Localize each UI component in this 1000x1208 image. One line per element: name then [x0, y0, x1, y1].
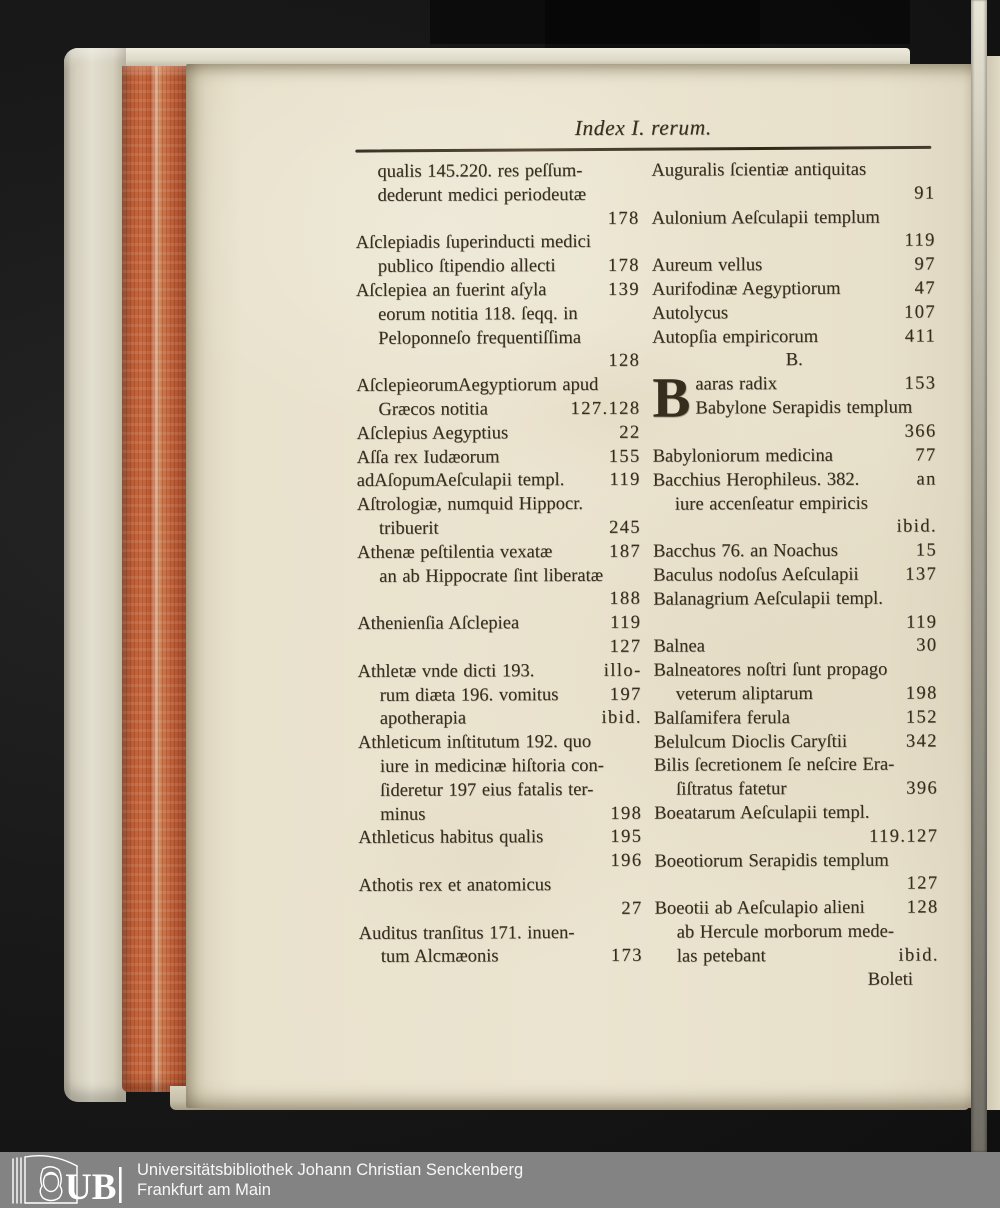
entry-page-number: 127 — [906, 873, 939, 894]
entry-text: Boeatarum Aeſculapii templ. — [654, 802, 870, 824]
entry-page-number: 47 — [914, 278, 936, 299]
entry-page-number: 137 — [905, 564, 938, 585]
index-entry-line — [355, 160, 639, 185]
index-entry-line — [652, 301, 936, 326]
index-entry-line — [356, 279, 640, 304]
index-entry-line — [654, 825, 938, 850]
index-entry-line — [356, 326, 640, 351]
index-entry-line — [653, 587, 937, 612]
entry-text: Athotis rex et anatomicus — [358, 875, 552, 896]
index-entry-line — [356, 350, 640, 375]
entry-text: ſiſtratus fatetur — [676, 779, 787, 800]
entry-page-number: 411 — [904, 326, 937, 347]
entry-text: eorum notitia 118. ſeqq. in — [378, 303, 578, 325]
entry-page-number: 188 — [609, 589, 642, 610]
index-entry-line — [653, 421, 937, 446]
index-entry-line — [654, 801, 938, 826]
index-entry-line — [652, 254, 936, 279]
entry-text: ſideretur 197 eius fatalis ter- — [380, 779, 594, 801]
entry-page-number: ibid. — [601, 708, 642, 729]
entry-text: tum Alcmæonis — [380, 946, 499, 968]
entry-text: Balſamifera ferula — [653, 707, 790, 729]
header-rule — [355, 146, 931, 153]
entry-text: an ab Hippocrate ſint liberatæ — [379, 565, 604, 587]
index-entry-line — [653, 611, 937, 636]
index-entry-line — [357, 445, 641, 470]
entry-page-number: 245 — [608, 517, 642, 538]
index-entry-line — [651, 182, 935, 207]
entry-page-number: 128 — [608, 351, 641, 372]
entry-text: Aſtrologiæ, numquid Hippocr. — [356, 494, 583, 516]
entry-text: Babyloniorum medicina — [652, 445, 834, 467]
index-entry-line — [358, 755, 642, 780]
entry-text: Auditus tranſitus 171. inuen- — [358, 922, 575, 944]
library-banner — [0, 1152, 1000, 1208]
index-entry-line — [653, 635, 937, 660]
index-entry-line — [357, 422, 641, 447]
entry-text: Belulcum Dioclis Caryſtii — [653, 731, 848, 753]
catchword: Boleti — [867, 969, 914, 990]
index-entry-line — [358, 707, 642, 732]
entry-text: Aurifodinæ Aegyptiorum — [651, 278, 841, 300]
ub-logo-text: UB — [65, 1167, 117, 1206]
index-entry-line — [654, 706, 938, 731]
entry-page-number: 30 — [916, 635, 938, 656]
index-entry-line — [654, 778, 938, 803]
index-entry-line — [654, 682, 938, 707]
entry-page-number: 153 — [904, 373, 937, 394]
entry-page-number: ibid. — [896, 516, 938, 537]
entry-page-number: 195 — [610, 827, 643, 848]
index-entry-line — [357, 588, 641, 613]
entry-page-number: 342 — [905, 730, 938, 752]
entry-page-number: ibid. — [898, 945, 939, 966]
index-entry-line — [357, 540, 641, 565]
index-entry-line — [652, 349, 936, 374]
index-entry-line — [356, 374, 640, 399]
entry-page-number: 396 — [906, 778, 939, 799]
index-entry-line — [358, 778, 642, 803]
entry-text: aaras radix — [695, 374, 778, 395]
index-entry-line — [655, 944, 939, 969]
index-entry-line — [356, 231, 640, 256]
entry-page-number: 119 — [906, 611, 938, 633]
index-entry-line — [655, 968, 939, 993]
index-entry-line — [355, 184, 639, 209]
entry-text: Aſſa rex Iudæorum — [356, 446, 500, 468]
entry-page-number: 198 — [610, 803, 643, 824]
index-entry-line — [652, 277, 936, 302]
entry-text: dederunt medici periodeutæ — [377, 184, 587, 206]
banner-text — [137, 1160, 523, 1200]
entry-text: iure in medicinæ hiſtoria con- — [379, 755, 604, 777]
index-entry-line — [652, 230, 936, 255]
entry-text: Bacchius Herophileus. 382. — [652, 469, 860, 491]
index-columns — [355, 158, 939, 994]
entry-page-number: 91 — [914, 183, 936, 204]
index-entry-line — [356, 303, 640, 328]
index-entry-line — [653, 444, 937, 469]
index-column-left — [355, 160, 643, 995]
index-entry-line — [652, 206, 936, 231]
entry-text: veterum aliptarum — [675, 683, 813, 705]
entry-page-number: 119 — [609, 470, 641, 491]
index-entry-line — [653, 492, 937, 517]
entry-page-number: 197 — [609, 684, 642, 705]
index-entry-line — [652, 325, 936, 350]
entry-page-number: 198 — [905, 683, 938, 704]
index-entry-line — [655, 897, 939, 922]
entry-text: Græcos notitia — [378, 399, 488, 420]
entry-page-number: 127 — [609, 636, 642, 657]
entry-page-number: 178 — [607, 255, 640, 277]
entry-page-number: 196 — [610, 850, 643, 871]
entry-page-number: 152 — [905, 707, 938, 728]
index-entry-line — [654, 659, 938, 684]
index-entry-line — [358, 802, 642, 827]
index-entry-line — [653, 468, 937, 493]
entry-text: Auguralis ſcientiæ antiquitas — [651, 159, 867, 181]
index-entry-line — [653, 540, 937, 565]
entry-page-number: 366 — [904, 421, 937, 442]
entry-page-number: 97 — [914, 254, 936, 275]
entry-page-number: illo- — [603, 660, 642, 681]
entry-text: Athenienſia Aſclepiea — [357, 613, 520, 635]
entry-text: rum diæta 196. vomitus — [379, 684, 559, 706]
index-entry-line — [358, 683, 642, 708]
entry-text: AſclepieorumAegyptiorum apud — [356, 375, 599, 397]
entry-page-number: 119 — [904, 230, 936, 251]
entry-text: Athleticum inſtitutum 192. quo — [357, 732, 592, 754]
index-entry-line — [654, 730, 938, 755]
index-entry-line — [356, 255, 640, 280]
entry-page-number: 173 — [610, 946, 643, 967]
entry-page-number: 15 — [915, 540, 938, 561]
index-entry-line — [653, 516, 937, 541]
entry-text: tribuerit — [378, 518, 439, 539]
index-entry-line — [655, 920, 939, 945]
entry-text: Athletæ vnde dicti 193. — [357, 660, 535, 682]
index-entry-line — [654, 754, 938, 779]
index-entry-line — [357, 636, 641, 661]
index-entry-line — [356, 398, 640, 423]
book-page — [186, 64, 976, 1108]
entry-text: qualis 145.220. res peſſum- — [377, 160, 583, 182]
entry-text: Autopſia empiricorum — [652, 326, 819, 348]
entry-text: publico ſtipendio allecti — [377, 256, 556, 278]
index-entry-line — [695, 396, 936, 421]
dropcap-block — [652, 366, 937, 430]
entry-page-number: 77 — [915, 445, 937, 466]
entry-text: iure accenſeatur empiricis — [674, 493, 868, 515]
book-fore-edge-red — [122, 66, 190, 1092]
entry-text: Athleticus habitus qualis — [358, 827, 544, 849]
entry-page-number: 139 — [607, 279, 641, 300]
printed-content — [184, 62, 978, 995]
facing-page-sliver — [987, 56, 1000, 1110]
entry-text: Baculus nodoſus Aeſculapii — [653, 564, 859, 586]
index-entry-line — [359, 945, 643, 970]
index-entry-line — [359, 874, 643, 899]
entry-text: Bacchus 76. an Noachus — [653, 541, 839, 562]
entry-text: Peloponneſo frequentiſſima — [378, 327, 582, 349]
entry-page-number: 127.128 — [570, 398, 641, 420]
entry-page-number: 119 — [610, 612, 642, 634]
index-entry-line — [653, 563, 937, 588]
entry-page-number: 27 — [621, 898, 643, 919]
entry-text: Babylone Serapidis templum — [695, 397, 913, 419]
page-title: Index I. rerum. — [574, 115, 712, 141]
index-entry-line — [358, 731, 642, 756]
index-entry-line — [654, 849, 938, 874]
book-cover-spine-edge — [64, 48, 126, 1102]
entry-text: apotherapia — [379, 708, 467, 730]
entry-text: minus — [380, 804, 426, 825]
dropcap-letter: B — [652, 366, 691, 430]
index-entry-line — [359, 897, 643, 922]
entry-text: Aſclepius Aegyptius — [356, 423, 509, 444]
index-entry-line — [358, 659, 642, 684]
section-letter: B. — [785, 350, 803, 371]
entry-page-number: 128 — [906, 897, 939, 918]
index-entry-line — [358, 850, 642, 875]
entry-text: Bilis ſecretionem ſe neſcire Era- — [653, 754, 895, 777]
entry-text: Aureum vellus — [651, 255, 763, 276]
entry-text: ab Hercule morborum mede- — [676, 921, 895, 943]
index-entry-line — [358, 826, 642, 851]
entry-text: Balanagrium Aeſculapii templ. — [653, 588, 883, 610]
institution-name: Universitätsbibliothek Johann Christian Senckenberg — [137, 1161, 524, 1179]
index-entry-line — [357, 493, 641, 518]
index-entry-line — [356, 207, 640, 232]
scanner-glass-edge — [971, 0, 987, 1152]
ub-logo — [5, 1154, 127, 1206]
index-entry-line — [359, 921, 643, 946]
entry-text: Boeotii ab Aeſculapio alieni — [654, 897, 865, 919]
index-entry-line — [357, 517, 641, 542]
entry-text: Boeotiorum Serapidis templum — [654, 850, 889, 872]
institution-city: Frankfurt am Main — [137, 1181, 271, 1199]
index-column-right — [651, 158, 939, 993]
entry-text: Aulonium Aeſculapii templum — [651, 207, 880, 229]
index-entry-line — [695, 373, 936, 398]
entry-page-number: an — [916, 469, 937, 490]
entry-page-number: 187 — [609, 541, 642, 562]
index-entry-line — [357, 469, 641, 494]
entry-text: Aſclepiea an fuerint aſyla — [355, 280, 547, 301]
entry-text: Aſclepiadis ſuperinducti medici — [355, 232, 592, 254]
entry-page-number: 155 — [608, 446, 641, 467]
index-entry-line — [357, 564, 641, 589]
entry-text: adAſopumAeſculapii templ. — [356, 470, 565, 492]
entry-text: Autolycus — [652, 303, 729, 324]
index-entry-line — [655, 873, 939, 898]
index-entry-line — [357, 612, 641, 637]
entry-text: Balneatores noſtri ſunt propago — [653, 659, 888, 681]
entry-text: las petebant — [676, 945, 766, 967]
index-entry-line — [651, 158, 935, 183]
entry-page-number: 178 — [607, 208, 640, 229]
entry-page-number: 22 — [619, 422, 641, 443]
entry-text: Athenæ peſtilentia vexatæ — [357, 541, 553, 563]
entry-page-number: 119.127 — [869, 826, 939, 847]
entry-page-number: 107 — [904, 302, 937, 323]
entry-text: Balnea — [653, 636, 705, 658]
